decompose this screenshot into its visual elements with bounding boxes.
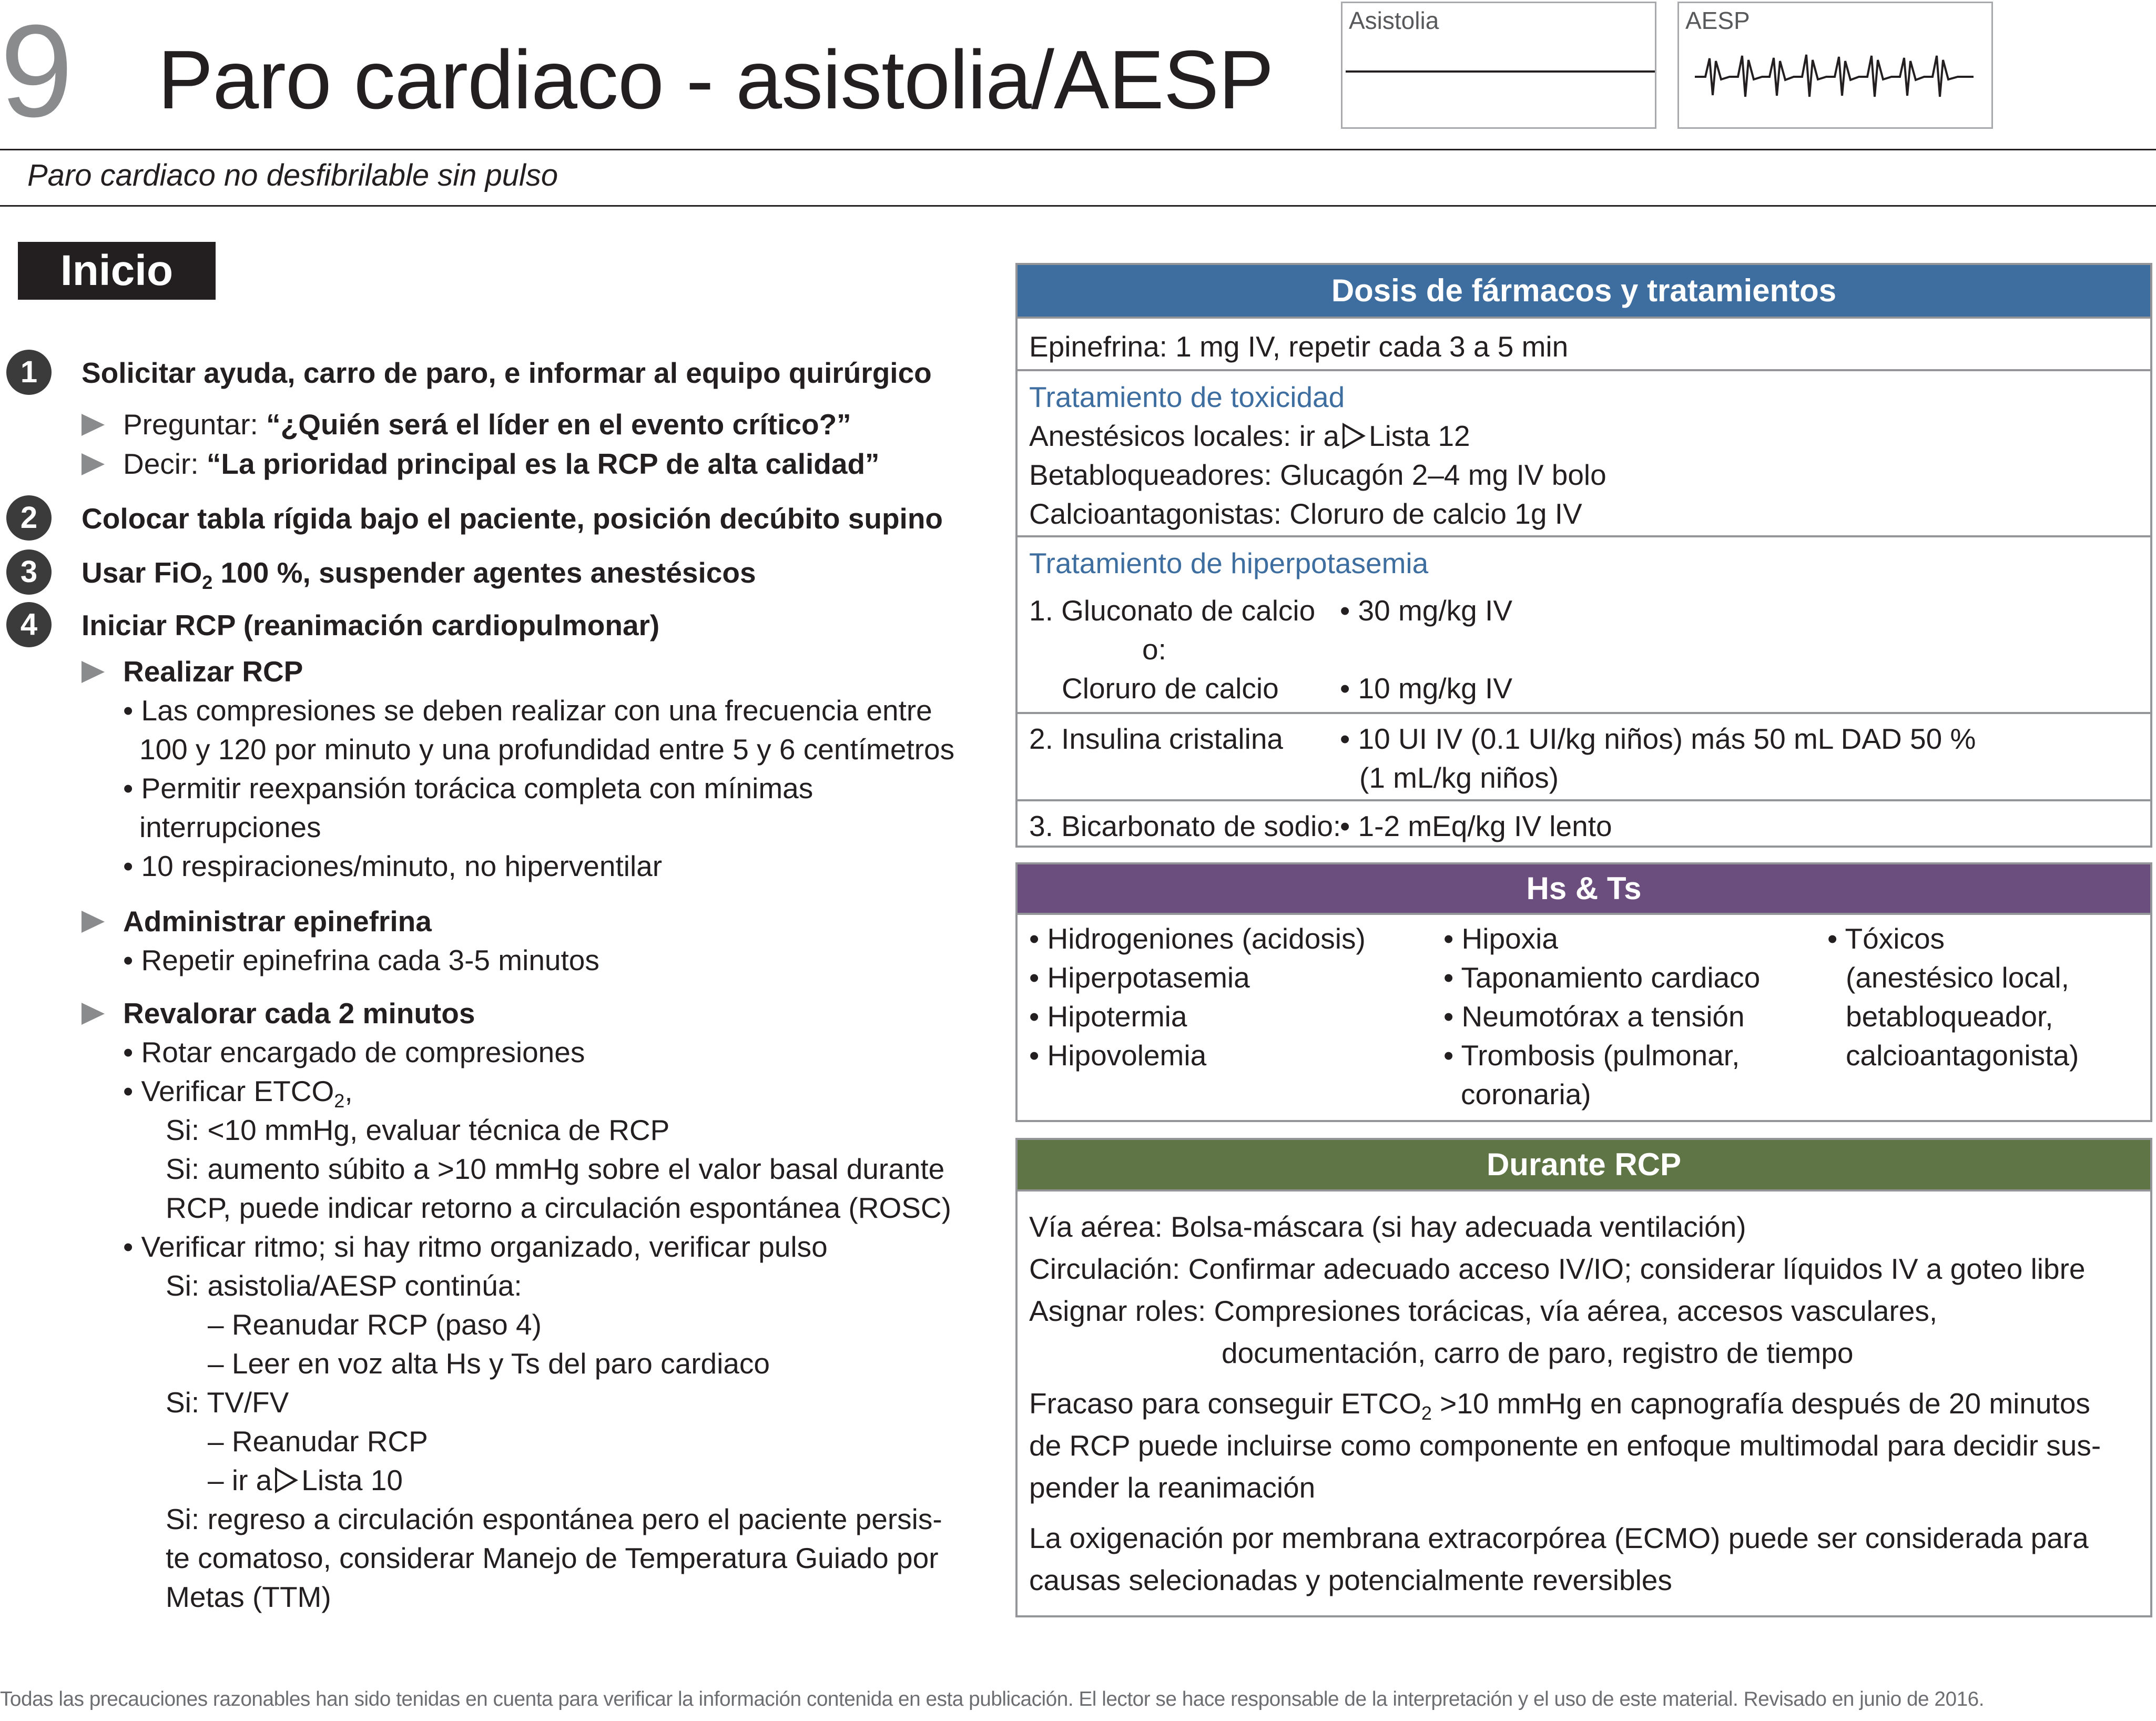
reval-line: Si: aumento súbito a >10 mmHg sobre el valor basal durante [166,1153,945,1185]
rcp-line: 100 y 120 por minuto y una profundidad entre 5 y 6 centímetros [139,733,955,766]
hk-o: o: [1142,633,1166,666]
dosis-box [1015,263,2152,848]
tox-line: Calcioantagonistas: Cloruro de calcio 1g IV [1029,497,1582,530]
rhythm-aesp-label: AESP [1685,7,1750,34]
arrow-icon [82,1003,105,1025]
hsts-box [1015,862,2152,1122]
hk-1-dose: • 30 mg/kg IV [1340,594,1513,627]
subtitle-divider [0,205,2156,207]
durante-line: pender la reanimación [1029,1471,1316,1504]
hk-3-dose: • 1-2 mEq/kg IV lento [1340,810,1612,842]
hk-3: 3. Bicarbonato de sodio: [1029,810,1341,842]
reval-line: Si: asistolia/AESP continúa: [166,1269,522,1302]
reval-line: • Verificar ritmo; si hay ritmo organizado, verificar pulso [123,1230,828,1263]
dosis-header: Dosis de fármacos y tratamientos [1018,265,2150,317]
page-title: Paro cardiaco - asistolia/AESP [158,34,1274,126]
dosis-epinefrina: Epinefrina: 1 mg IV, repetir cada 3 a 5 min [1029,330,1569,363]
footer-disclaimer: Todas las precauciones razonables han sido tenidas en cuenta para verificar la información contenida en esta publicación. El lector se hace responsable de la interpretación y el uso de este material. Revisado en junio de 2016. [0,1688,1985,1710]
hk-1b-dose: • 10 mg/kg IV [1340,672,1513,705]
step-2-number: 2 [6,495,52,541]
hsts-item: • Tóxicos [1827,922,1945,955]
rhythm-asistolia-box [1341,2,1656,129]
asistolia-flatline [1343,3,1658,130]
tox-line-lista-12: Anestésicos locales: ir a Lista 12 [1029,420,1470,452]
reval-line: Si: <10 mmHg, evaluar técnica de RCP [166,1114,670,1146]
reval-line: – Reanudar RCP [208,1425,428,1458]
durante-line: Fracaso para conseguir $ETCO_2 >10$ mmHg en capnografía después de 20 minutos [1029,1387,2090,1424]
hsts-item: coronaria) [1461,1078,1591,1111]
durante-line: Vía aérea: Bolsa-máscara (si hay adecuada ventilación) [1029,1210,1746,1243]
hk-1b: Cloruro de calcio [1062,672,1279,705]
reval-line: Metas (TTM) [166,1581,331,1613]
go-to-arrow-icon [1343,423,1366,449]
reval-line: – Reanudar RCP (paso 4) [208,1308,542,1341]
hsts-item: (anestésico local, [1846,961,2069,994]
step-1-text: Solicitar ayuda, carro de paro, e informar al equipo quirúrgico [82,357,932,389]
step-4-number: 4 [6,602,52,647]
rcp-line: • 10 respiraciones/minuto, no hiperventilar [123,850,663,882]
tox-line: Betabloqueadores: Glucagón 2–4 mg IV bolo [1029,459,1606,491]
arrow-icon [82,911,105,933]
reval-line: – Leer en voz alta Hs y Ts del paro cardiaco [208,1347,770,1380]
epi-line: • Repetir epinefrina cada 3-5 minutos [123,944,599,976]
durante-line: Asignar roles: Compresiones torácicas, vía aérea, accesos vasculares, [1029,1295,1938,1327]
reval-line: Si: TV/FV [166,1386,289,1419]
rhythm-asistolia-label: Asistolia [1349,7,1439,34]
hsts-item: • Hiperpotasemia [1029,961,1250,994]
step-1a: Preguntar: “¿Quién será el líder en el evento crítico?” [123,408,851,441]
rcp-line: • Las compresiones se deben realizar con una frecuencia entre [123,694,932,727]
durante-line: causas selecionadas y potencialmente reversibles [1029,1564,1672,1596]
aesp-waveform [1679,3,1995,130]
hk-2-dose-cont: (1 mL/kg niños) [1359,761,1559,794]
durante-line: documentación, carro de paro, registro de tiempo [1222,1337,1854,1369]
header-divider [0,149,2156,150]
inicio-badge: Inicio [18,242,216,300]
durante-header: Durante RCP [1018,1140,2150,1189]
hsts-header: Hs & Ts [1018,864,2150,913]
durante-line: de RCP puede incluirse como componente en enfoque multimodal para decidir sus- [1029,1429,2101,1462]
rcp-title: Realizar RCP [123,655,303,688]
arrow-icon [82,661,105,683]
reval-line: • Verificar $ETCO_2$, [123,1075,353,1112]
step-3-text: Usar FiO$_2$ 100 %, suspender agentes anestésicos [82,556,756,593]
hsts-item: • Hipovolemia [1029,1039,1207,1072]
rcp-line: • Permitir reexpansión torácica completa con mínimas [123,772,813,805]
durante-line: La oxigenación por membrana extracorpórea (ECMO) puede ser considerada para [1029,1522,2089,1554]
hsts-item: • Hidrogeniones (acidosis) [1029,922,1366,955]
epi-title: Administrar epinefrina [123,905,432,938]
checklist-number: 9 [0,0,74,144]
rcp-line: interrupciones [139,811,321,843]
reval-line: RCP, puede indicar retorno a circulación espontánea (ROSC) [166,1192,951,1224]
step-1b: Decir: “La prioridad principal es la RCP de alta calidad” [123,447,880,480]
hsts-item: • Taponamiento cardiaco [1443,961,1761,994]
hsts-item: • Neumotórax a tensión [1443,1000,1745,1033]
go-to-arrow-icon [275,1467,298,1493]
hsts-item: • Hipotermia [1029,1000,1187,1033]
step-3-number: 3 [6,549,52,595]
hk-2-dose: • 10 UI IV (0.1 UI/kg niños) más 50 mL DAD 50 % [1340,722,1976,755]
hsts-item: • Trombosis (pulmonar, [1443,1039,1740,1072]
hsts-item: • Hipoxia [1443,922,1558,955]
hk-1: 1. Gluconato de calcio [1029,594,1316,627]
durante-box [1015,1138,2152,1617]
hsts-item: betabloqueador, [1846,1000,2053,1033]
tox-title: Tratamiento de toxicidad [1029,381,1345,413]
arrow-icon [82,414,105,436]
reval-line: te comatoso, considerar Manejo de Temperatura Guiado por [166,1542,939,1574]
hk-2: 2. Insulina cristalina [1029,722,1284,755]
reval-line: Si: regreso a circulación espontánea pero el paciente persis- [166,1503,942,1535]
step-2-text: Colocar tabla rígida bajo el paciente, posición decúbito supino [82,502,943,535]
reval-line-lista-10: – ir a Lista 10 [208,1464,403,1496]
arrow-icon [82,453,105,475]
hk-title: Tratamiento de hiperpotasemia [1029,547,1429,579]
step-4-text: Iniciar RCP (reanimación cardiopulmonar) [82,609,660,641]
rhythm-aesp-box [1677,2,1993,129]
hsts-item: calcioantagonista) [1846,1039,2079,1072]
durante-line: Circulación: Confirmar adecuado acceso IV/IO; considerar líquidos IV a goteo libre [1029,1252,2086,1285]
reval-line: • Rotar encargado de compresiones [123,1036,585,1068]
step-1-number: 1 [6,350,52,395]
page-subtitle: Paro cardiaco no desfibrilable sin pulso [27,158,558,192]
reval-title: Revalorar cada 2 minutos [123,997,475,1030]
